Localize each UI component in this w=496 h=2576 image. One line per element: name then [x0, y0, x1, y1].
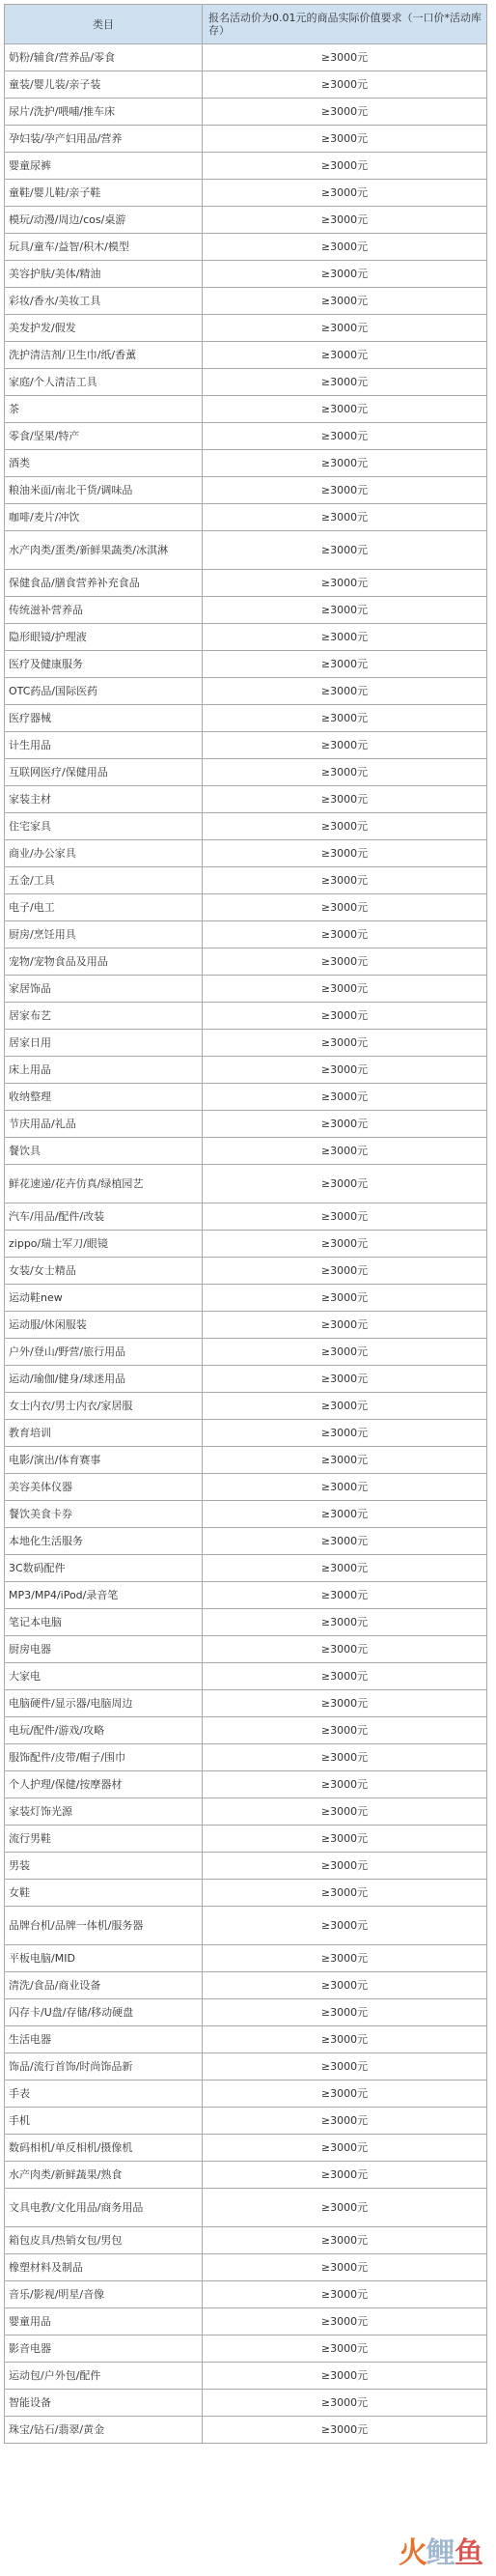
value-requirement-cell: ≥3000元: [203, 1420, 487, 1447]
category-cell: 清洗/食品/商业设备: [5, 1972, 203, 1999]
table-row: [5, 651, 487, 678]
table-row: [5, 180, 487, 207]
value-requirement-cell: ≥3000元: [203, 2308, 487, 2335]
watermark-char-2: 鲤: [427, 2536, 455, 2570]
value-requirement-cell: ≥3000元: [203, 921, 487, 948]
table-row: [5, 813, 487, 840]
category-cell: 计生用品: [5, 732, 203, 759]
category-cell: 家装主材: [5, 786, 203, 813]
category-cell: 大家电: [5, 1663, 203, 1690]
value-requirement-cell: ≥3000元: [203, 624, 487, 651]
category-cell: 服饰配件/皮带/帽子/围巾: [5, 1744, 203, 1771]
table-row: [5, 1474, 487, 1501]
table-row: [5, 207, 487, 234]
value-requirement-cell: ≥3000元: [203, 2108, 487, 2135]
category-cell: 鲜花速递/花卉仿真/绿植园艺: [5, 1165, 203, 1203]
value-requirement-cell: ≥3000元: [203, 1907, 487, 1945]
category-cell: 床上用品: [5, 1057, 203, 1084]
value-requirement-cell: ≥3000元: [203, 2227, 487, 2254]
table-row: [5, 948, 487, 976]
category-cell: 汽车/用品/配件/改装: [5, 1203, 203, 1231]
value-requirement-cell: ≥3000元: [203, 1528, 487, 1555]
category-cell: 尿片/洗护/喂哺/推车床: [5, 99, 203, 126]
category-cell: 女士内衣/男士内衣/家居服: [5, 1393, 203, 1420]
value-requirement-cell: ≥3000元: [203, 1880, 487, 1907]
value-requirement-cell: ≥3000元: [203, 867, 487, 894]
category-cell: 宠物/宠物食品及用品: [5, 948, 203, 976]
value-requirement-cell: ≥3000元: [203, 1203, 487, 1231]
value-requirement-cell: ≥3000元: [203, 1999, 487, 2026]
table-row: [5, 1555, 487, 1582]
table-row: [5, 234, 487, 261]
value-requirement-cell: ≥3000元: [203, 342, 487, 369]
value-requirement-cell: ≥3000元: [203, 234, 487, 261]
value-requirement-cell: ≥3000元: [203, 315, 487, 342]
table-row: [5, 2390, 487, 2417]
category-cell: 零食/坚果/特产: [5, 423, 203, 450]
table-row: [5, 342, 487, 369]
value-requirement-cell: ≥3000元: [203, 678, 487, 705]
table-row: [5, 2227, 487, 2254]
category-cell: 闪存卡/U盘/存储/移动硬盘: [5, 1999, 203, 2026]
category-cell: 隐形眼镜/护理液: [5, 624, 203, 651]
table-row: [5, 1744, 487, 1771]
category-cell: 运动包/户外包/配件: [5, 2363, 203, 2390]
table-row: [5, 1084, 487, 1111]
table-row: [5, 894, 487, 921]
category-cell: zippo/瑞士军刀/眼镜: [5, 1231, 203, 1258]
value-requirement-cell: ≥3000元: [203, 651, 487, 678]
table-row: [5, 976, 487, 1003]
table-row: [5, 1366, 487, 1393]
value-requirement-cell: ≥3000元: [203, 1339, 487, 1366]
table-row: [5, 423, 487, 450]
header-value-requirement: 报名活动价为0.01元的商品实际价值要求（一口价*活动库存）: [203, 5, 487, 44]
table-row: [5, 2026, 487, 2053]
value-requirement-cell: ≥3000元: [203, 207, 487, 234]
value-requirement-cell: ≥3000元: [203, 1312, 487, 1339]
category-cell: 孕妇装/孕产妇用品/营养: [5, 126, 203, 153]
category-cell: 住宅家具: [5, 813, 203, 840]
value-requirement-cell: ≥3000元: [203, 261, 487, 288]
value-requirement-cell: ≥3000元: [203, 369, 487, 396]
category-cell: 女鞋: [5, 1880, 203, 1907]
table-row: [5, 1339, 487, 1366]
value-requirement-cell: ≥3000元: [203, 2281, 487, 2308]
table-row: [5, 1003, 487, 1030]
value-requirement-cell: ≥3000元: [203, 1945, 487, 1972]
value-requirement-cell: ≥3000元: [203, 396, 487, 423]
table-row: [5, 450, 487, 477]
value-requirement-cell: ≥3000元: [203, 99, 487, 126]
category-cell: 咖啡/麦片/冲饮: [5, 504, 203, 531]
value-requirement-cell: ≥3000元: [203, 1393, 487, 1420]
table-row: [5, 1798, 487, 1826]
table-row: [5, 1609, 487, 1636]
category-cell: 美容美体仪器: [5, 1474, 203, 1501]
value-requirement-cell: ≥3000元: [203, 813, 487, 840]
table-row: [5, 477, 487, 504]
value-requirement-cell: ≥3000元: [203, 894, 487, 921]
category-cell: 男装: [5, 1853, 203, 1880]
table-row: [5, 2308, 487, 2335]
category-cell: 电玩/配件/游戏/攻略: [5, 1717, 203, 1744]
value-requirement-cell: ≥3000元: [203, 1084, 487, 1111]
value-requirement-cell: ≥3000元: [203, 2162, 487, 2189]
value-requirement-cell: ≥3000元: [203, 1744, 487, 1771]
category-cell: 运动/瑜伽/健身/球迷用品: [5, 1366, 203, 1393]
value-requirement-cell: ≥3000元: [203, 1138, 487, 1165]
value-requirement-cell: ≥3000元: [203, 1582, 487, 1609]
table-row: [5, 1771, 487, 1798]
value-requirement-cell: ≥3000元: [203, 1474, 487, 1501]
value-requirement-cell: ≥3000元: [203, 450, 487, 477]
value-requirement-cell: ≥3000元: [203, 504, 487, 531]
table-row: [5, 1231, 487, 1258]
category-cell: 家装灯饰光源: [5, 1798, 203, 1826]
category-cell: 酒类: [5, 450, 203, 477]
table-row: [5, 1826, 487, 1853]
category-cell: 医疗及健康服务: [5, 651, 203, 678]
table-row: [5, 531, 487, 570]
value-requirement-cell: ≥3000元: [203, 2189, 487, 2227]
table-row: [5, 1945, 487, 1972]
value-requirement-cell: ≥3000元: [203, 2363, 487, 2390]
value-requirement-cell: ≥3000元: [203, 1501, 487, 1528]
table-body: [5, 44, 487, 2444]
category-cell: 笔记本电脑: [5, 1609, 203, 1636]
table-row: [5, 315, 487, 342]
category-cell: 女装/女士精品: [5, 1258, 203, 1285]
category-cell: 本地化生活服务: [5, 1528, 203, 1555]
table-row: [5, 786, 487, 813]
table-row: [5, 2162, 487, 2189]
category-cell: 数码相机/单反相机/摄像机: [5, 2135, 203, 2162]
value-requirement-cell: ≥3000元: [203, 2135, 487, 2162]
category-cell: 手表: [5, 2081, 203, 2108]
table-row: [5, 1138, 487, 1165]
category-cell: 水产肉类/蛋类/新鲜果蔬类/冰淇淋: [5, 531, 203, 570]
table-row: [5, 44, 487, 71]
requirements-table: [4, 4, 487, 2444]
table-row: [5, 1030, 487, 1057]
category-cell: 箱包皮具/热销女包/男包: [5, 2227, 203, 2254]
category-cell: 生活电器: [5, 2026, 203, 2053]
value-requirement-cell: ≥3000元: [203, 2081, 487, 2108]
value-requirement-cell: ≥3000元: [203, 786, 487, 813]
table-row: [5, 2135, 487, 2162]
table-row: [5, 369, 487, 396]
category-cell: 手机: [5, 2108, 203, 2135]
table-row: [5, 1717, 487, 1744]
value-requirement-cell: ≥3000元: [203, 44, 487, 71]
table-row: [5, 1393, 487, 1420]
table-row: [5, 1972, 487, 1999]
category-cell: 智能设备: [5, 2390, 203, 2417]
category-cell: 商业/办公家具: [5, 840, 203, 867]
category-cell: 餐饮美食卡券: [5, 1501, 203, 1528]
value-requirement-cell: ≥3000元: [203, 1165, 487, 1203]
category-cell: 收纳整理: [5, 1084, 203, 1111]
value-requirement-cell: ≥3000元: [203, 1231, 487, 1258]
table-row: [5, 1165, 487, 1203]
table-row: [5, 153, 487, 180]
value-requirement-cell: ≥3000元: [203, 153, 487, 180]
table-row: [5, 1999, 487, 2026]
value-requirement-cell: ≥3000元: [203, 1663, 487, 1690]
category-cell: 家居饰品: [5, 976, 203, 1003]
value-requirement-cell: ≥3000元: [203, 1285, 487, 1312]
category-cell: 影音电器: [5, 2335, 203, 2363]
table-row: [5, 1636, 487, 1663]
category-cell: 厨房电器: [5, 1636, 203, 1663]
table-row: [5, 1057, 487, 1084]
value-requirement-cell: ≥3000元: [203, 180, 487, 207]
category-cell: 五金/工具: [5, 867, 203, 894]
category-cell: 互联网医疗/保健用品: [5, 759, 203, 786]
table-row: [5, 1312, 487, 1339]
category-cell: 流行男鞋: [5, 1826, 203, 1853]
table-row: [5, 1907, 487, 1945]
category-cell: 3C数码配件: [5, 1555, 203, 1582]
table-header-row: [5, 5, 487, 44]
category-cell: 橡塑材料及制品: [5, 2254, 203, 2281]
value-requirement-cell: ≥3000元: [203, 71, 487, 99]
value-requirement-cell: ≥3000元: [203, 1366, 487, 1393]
table-row: [5, 126, 487, 153]
value-requirement-cell: ≥3000元: [203, 1771, 487, 1798]
category-cell: 厨房/烹饪用具: [5, 921, 203, 948]
value-requirement-cell: ≥3000元: [203, 1003, 487, 1030]
table-row: [5, 840, 487, 867]
value-requirement-cell: ≥3000元: [203, 1690, 487, 1717]
category-cell: 美容护肤/美体/精油: [5, 261, 203, 288]
table-row: [5, 732, 487, 759]
category-cell: 户外/登山/野营/旅行用品: [5, 1339, 203, 1366]
table-row: [5, 1420, 487, 1447]
watermark-char-1: 火: [399, 2536, 427, 2570]
category-cell: 医疗器械: [5, 705, 203, 732]
category-cell: 教育培训: [5, 1420, 203, 1447]
value-requirement-cell: ≥3000元: [203, 948, 487, 976]
table-row: [5, 2189, 487, 2227]
category-cell: 模玩/动漫/周边/cos/桌游: [5, 207, 203, 234]
category-cell: 文具电教/文化用品/商务用品: [5, 2189, 203, 2227]
category-cell: 玩具/童车/益智/积木/模型: [5, 234, 203, 261]
category-cell: OTC药品/国际医药: [5, 678, 203, 705]
value-requirement-cell: ≥3000元: [203, 1111, 487, 1138]
value-requirement-cell: ≥3000元: [203, 1030, 487, 1057]
category-cell: 运动服/休闲服装: [5, 1312, 203, 1339]
category-cell: 童鞋/婴儿鞋/亲子鞋: [5, 180, 203, 207]
table-row: [5, 624, 487, 651]
value-requirement-cell: ≥3000元: [203, 597, 487, 624]
category-cell: 传统滋补营养品: [5, 597, 203, 624]
table-row: [5, 1203, 487, 1231]
value-requirement-cell: ≥3000元: [203, 2026, 487, 2053]
table-row: [5, 2053, 487, 2081]
value-requirement-cell: ≥3000元: [203, 1972, 487, 1999]
category-cell: 节庆用品/礼品: [5, 1111, 203, 1138]
category-cell: 电脑硬件/显示器/电脑周边: [5, 1690, 203, 1717]
category-cell: 饰品/流行首饰/时尚饰品新: [5, 2053, 203, 2081]
table-row: [5, 396, 487, 423]
category-cell: 婴童尿裤: [5, 153, 203, 180]
table-row: [5, 597, 487, 624]
category-cell: 个人护理/保健/按摩器材: [5, 1771, 203, 1798]
category-cell: 电影/演出/体育赛事: [5, 1447, 203, 1474]
category-cell: 运动鞋new: [5, 1285, 203, 1312]
value-requirement-cell: ≥3000元: [203, 1636, 487, 1663]
table-row: [5, 570, 487, 597]
table-row: [5, 2281, 487, 2308]
category-cell: 婴童用品: [5, 2308, 203, 2335]
value-requirement-cell: ≥3000元: [203, 570, 487, 597]
value-requirement-cell: ≥3000元: [203, 705, 487, 732]
table-row: [5, 1880, 487, 1907]
watermark-logo: [399, 2532, 482, 2568]
table-row: [5, 504, 487, 531]
category-cell: 粮油米面/南北干货/调味品: [5, 477, 203, 504]
category-cell: 品牌台机/品牌一体机/服务器: [5, 1907, 203, 1945]
category-cell: 平板电脑/MID: [5, 1945, 203, 1972]
category-cell: MP3/MP4/iPod/录音笔: [5, 1582, 203, 1609]
value-requirement-cell: ≥3000元: [203, 477, 487, 504]
table-row: [5, 1528, 487, 1555]
value-requirement-cell: ≥3000元: [203, 732, 487, 759]
table-row: [5, 2108, 487, 2135]
value-requirement-cell: ≥3000元: [203, 1826, 487, 1853]
category-cell: 餐饮具: [5, 1138, 203, 1165]
table-row: [5, 2335, 487, 2363]
value-requirement-cell: ≥3000元: [203, 2390, 487, 2417]
value-requirement-cell: ≥3000元: [203, 2053, 487, 2081]
value-requirement-cell: ≥3000元: [203, 126, 487, 153]
table-row: [5, 71, 487, 99]
value-requirement-cell: ≥3000元: [203, 1717, 487, 1744]
table-row: [5, 1447, 487, 1474]
table-row: [5, 678, 487, 705]
table-row: [5, 1663, 487, 1690]
value-requirement-cell: ≥3000元: [203, 1057, 487, 1084]
table-row: [5, 2081, 487, 2108]
table-row: [5, 1853, 487, 1880]
value-requirement-cell: ≥3000元: [203, 1447, 487, 1474]
category-cell: 奶粉/辅食/营养品/零食: [5, 44, 203, 71]
category-cell: 美发护发/假发: [5, 315, 203, 342]
table-row: [5, 759, 487, 786]
value-requirement-cell: ≥3000元: [203, 288, 487, 315]
category-cell: 电子/电工: [5, 894, 203, 921]
table-row: [5, 2254, 487, 2281]
value-requirement-cell: ≥3000元: [203, 423, 487, 450]
category-cell: 彩妆/香水/美妆工具: [5, 288, 203, 315]
category-cell: 音乐/影视/明星/音像: [5, 2281, 203, 2308]
value-requirement-cell: ≥3000元: [203, 1798, 487, 1826]
value-requirement-cell: ≥3000元: [203, 2254, 487, 2281]
table-row: [5, 1501, 487, 1528]
value-requirement-cell: ≥3000元: [203, 759, 487, 786]
category-cell: 水产肉类/新鲜蔬果/熟食: [5, 2162, 203, 2189]
header-category: 类目: [5, 5, 203, 44]
table-row: [5, 2363, 487, 2390]
table-row: [5, 921, 487, 948]
category-cell: 珠宝/钻石/翡翠/黄金: [5, 2417, 203, 2444]
table-row: [5, 1258, 487, 1285]
table-row: [5, 288, 487, 315]
watermark-char-3: 鱼: [455, 2536, 482, 2570]
category-cell: 居家布艺: [5, 1003, 203, 1030]
category-cell: 洗护清洁剂/卫生巾/纸/香薰: [5, 342, 203, 369]
value-requirement-cell: ≥3000元: [203, 1555, 487, 1582]
table-row: [5, 261, 487, 288]
value-requirement-cell: ≥3000元: [203, 2335, 487, 2363]
value-requirement-cell: ≥3000元: [203, 1853, 487, 1880]
category-cell: 居家日用: [5, 1030, 203, 1057]
category-cell: 家庭/个人清洁工具: [5, 369, 203, 396]
value-requirement-cell: ≥3000元: [203, 1609, 487, 1636]
value-requirement-cell: ≥3000元: [203, 2417, 487, 2444]
category-cell: 童装/婴儿装/亲子装: [5, 71, 203, 99]
table-row: [5, 1111, 487, 1138]
value-requirement-cell: ≥3000元: [203, 531, 487, 570]
category-cell: 保健食品/膳食营养补充食品: [5, 570, 203, 597]
table-row: [5, 2417, 487, 2444]
table-row: [5, 99, 487, 126]
category-cell: 茶: [5, 396, 203, 423]
value-requirement-cell: ≥3000元: [203, 840, 487, 867]
table-row: [5, 1690, 487, 1717]
table-row: [5, 1285, 487, 1312]
table-row: [5, 1582, 487, 1609]
value-requirement-cell: ≥3000元: [203, 1258, 487, 1285]
table-row: [5, 867, 487, 894]
table-row: [5, 705, 487, 732]
value-requirement-cell: ≥3000元: [203, 976, 487, 1003]
